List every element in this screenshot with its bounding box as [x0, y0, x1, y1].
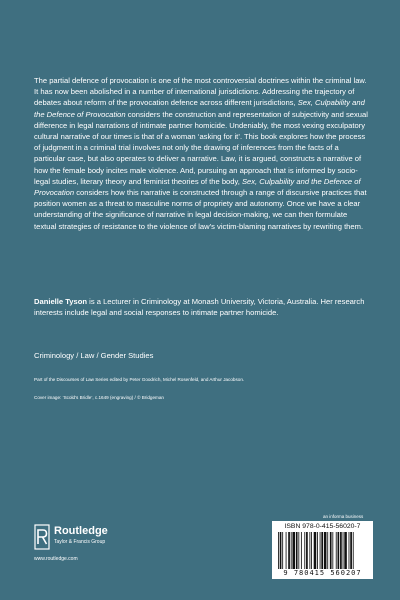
- publisher-website: www.routledge.com: [34, 556, 78, 562]
- isbn-label: ISBN 978-0-415-56020-7: [284, 523, 361, 530]
- series-note: Part of the Discourses of Law Series edited by Peter Goodrich, Michel Rosenfeld, and Arthur Jacobson.: [34, 377, 245, 382]
- description-part-1: The partial defence of provocation is one of the most controversial doctrines within the criminal law. It has now been abolished in a number of international jurisdictions. Addressing the trajectory of debates about reform of the provocation defence across different jurisdictions,: [34, 76, 367, 108]
- barcode-lines: [278, 532, 367, 569]
- subject-categories: Criminology / Law / Gender Studies: [34, 351, 154, 360]
- book-title-1: Sex, Culpability and the Defence of Provocation: [34, 98, 365, 119]
- book-title-2: Sex, Culpability and the Defence of Provocation: [34, 176, 361, 198]
- description-part-3: considers how this narrative is constructed through a range of discursive practices that position women as a threat to masculine norms of propriety and autonomy. Once we have a clear understanding of the significance of narrative in legal decision-making, we can then formulate textual strategies of resistance to the violence of law’s victim-blaming narratives by rewriting them.: [34, 188, 367, 231]
- description-part-2: considers the construction and representation of subjectivity and sexual difference in legal narrations of intimate partner homicide. Undeniably, the most vexing exculpatory cultural narrative of our times is that of a woman ‘asking for it’. This book explores how the process of judgment in a criminal trial involves not only the drawing of inferences from the facts of a particular case, but also operates to deliver a narrative. Law, it is argued, constructs a narrative of how the female body incites male violence. And, pursuing an approach that is informed by socio-legal studies, literary theory and feminist theories of the body,: [34, 109, 368, 186]
- routledge-logo-icon: [34, 524, 50, 550]
- cover-image-credit: Cover image: ‘Scold’s Bridle’, c.1649 (engraving) / © Bridgeman: [34, 395, 164, 400]
- publisher-name: Routledge: [54, 525, 108, 537]
- author-bio: [34, 296, 370, 318]
- informa-tagline: an informa business: [323, 514, 364, 519]
- barcode: [272, 521, 373, 579]
- book-description: [34, 75, 370, 232]
- author-name: Danielle Tyson: [34, 297, 88, 306]
- barcode-digits: 9 780415 560207: [283, 569, 362, 577]
- publisher-group: Taylor & Francis Group: [54, 539, 106, 545]
- author-bio-text: is a Lecturer in Criminology at Monash University, Victoria, Australia. Her research interests include legal and social responses to intimate partner homicide.: [34, 297, 365, 318]
